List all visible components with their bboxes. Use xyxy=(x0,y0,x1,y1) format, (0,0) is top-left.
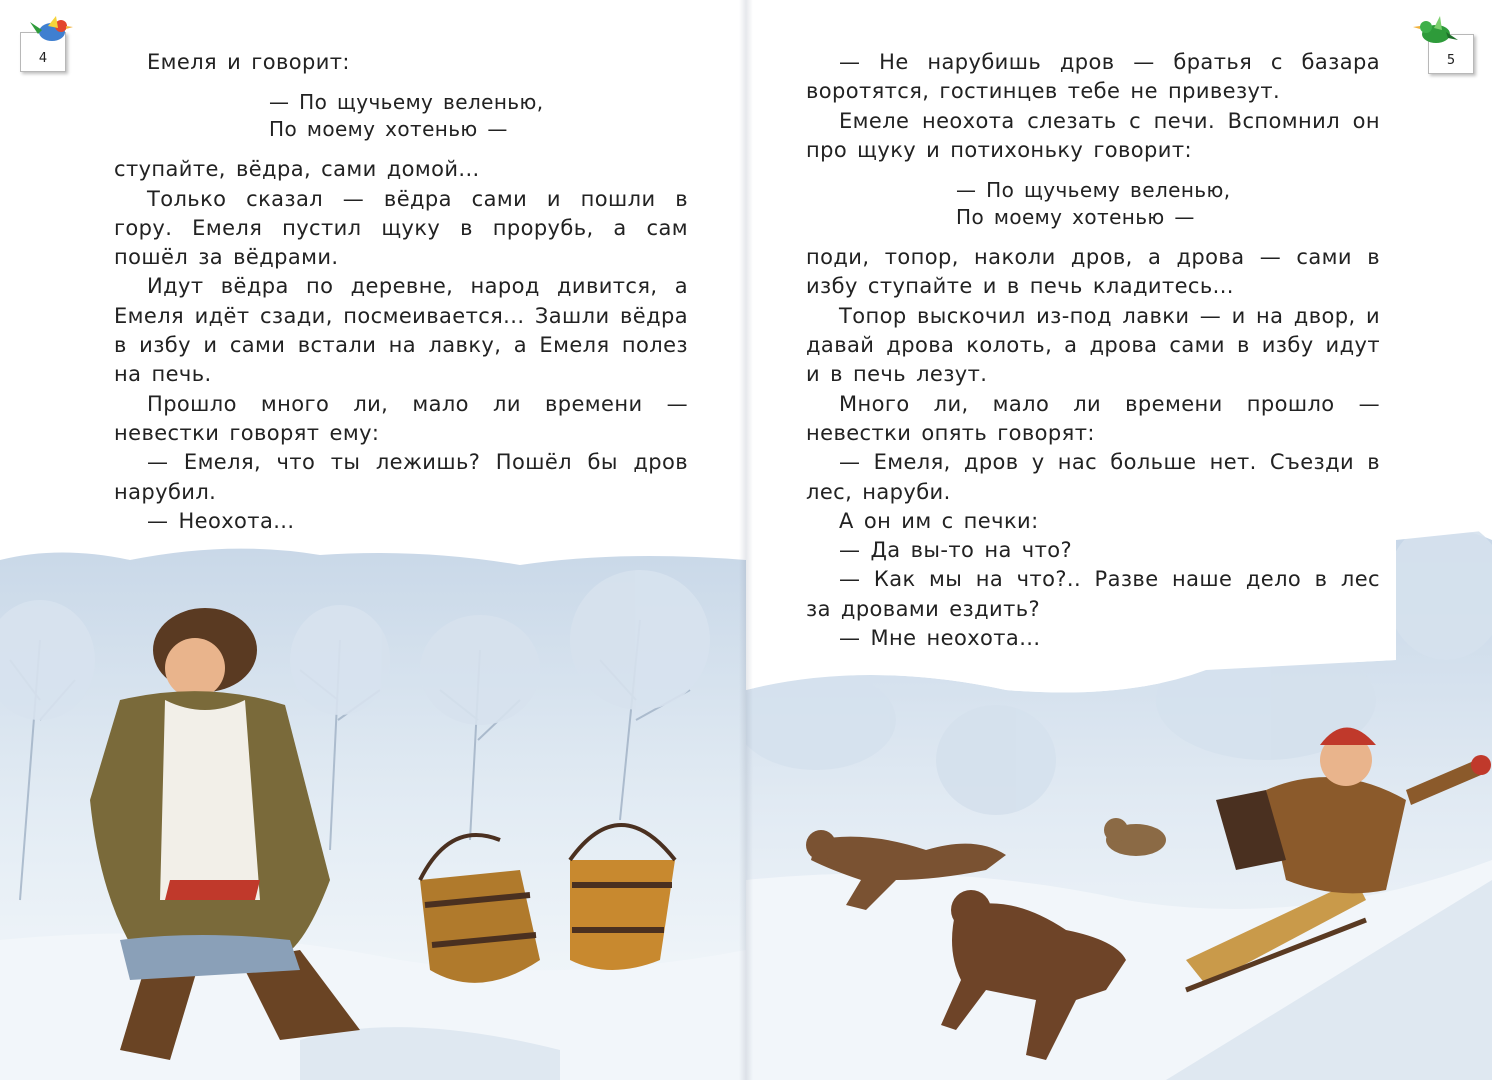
paragraph: А он им с печки: xyxy=(839,508,1039,533)
verse-line: — По щучьему веленью, xyxy=(269,90,544,115)
verse-line: По моему хотенью — xyxy=(269,117,508,142)
bird-icon-blue xyxy=(28,12,76,48)
paragraph: — Да вы-то на что? xyxy=(839,538,1073,563)
paragraph: Емеля и говорит: xyxy=(147,50,350,74)
book-gutter xyxy=(739,0,753,1080)
bird-icon-green xyxy=(1410,10,1460,50)
paragraph: — Емеля, что ты лежишь? Пошёл бы дров нарубил. xyxy=(114,450,688,504)
paragraph: Топор выскочил из-под лавки — и на двор, и давай дрова колоть, а дрова сами в избу идут и в печь лезут. xyxy=(806,303,1380,387)
page-number-right: 5 xyxy=(1446,53,1456,68)
paragraph: — Не нарубишь дров — братья с базара воротятся, гостинцев тебе не привезут. xyxy=(806,50,1380,104)
paragraph: ступайте, вёдра, сами домой... xyxy=(114,157,480,182)
right-text xyxy=(806,48,1380,653)
paragraph: Идут вёдра по деревне, народ дивится, а Емеля идёт сзади, посмеивается... Зашли вёдра в избу и сами встали на лавку, а Емеля полез на печь. xyxy=(114,274,688,387)
verse-line: По моему хотенью — xyxy=(956,205,1195,230)
paragraph: — Как мы на что?.. Разве наше дело в лес за дровами ездить? xyxy=(806,567,1380,621)
paragraph: — Мне неохота... xyxy=(839,626,1041,651)
paragraph: — Емеля, дров у нас больше нет. Съезди в лес, наруби. xyxy=(806,450,1380,504)
paragraph: Емеле неохота слезать с печи. Вспомнил он про щуку и потихоньку говорит: xyxy=(806,108,1380,162)
left-text xyxy=(114,48,688,536)
paragraph: — Неохота... xyxy=(147,508,295,533)
right-page xyxy=(746,0,1492,1080)
page-number-left: 4 xyxy=(38,51,48,66)
paragraph: поди, топор, наколи дров, а дрова — сами в избу ступайте и в печь кладитесь... xyxy=(806,245,1380,299)
paragraph: Только сказал — вёдра сами и пошли в гору. Емеля пустил щуку в прорубь, а сам пошёл за вёдрами. xyxy=(114,186,688,270)
paragraph: Много ли, мало ли времени прошло — невестки опять говорят: xyxy=(806,391,1380,445)
paragraph: Прошло много ли, мало ли времени — невестки говорят ему: xyxy=(114,391,688,445)
verse-line: — По щучьему веленью, xyxy=(956,178,1231,203)
